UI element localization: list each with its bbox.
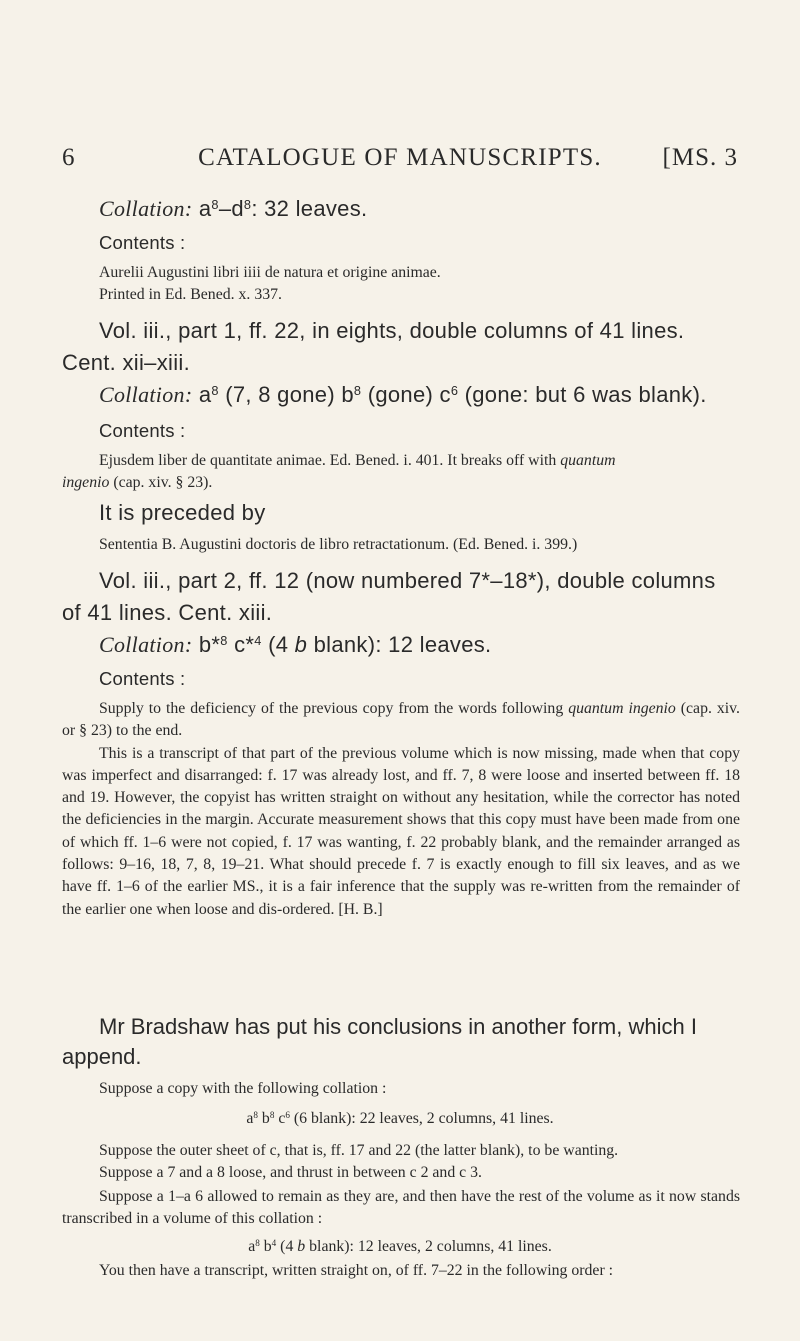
suppose-3: Suppose a 7 and a 8 loose, and thrust in between c 2 and c 3.: [99, 1164, 482, 1181]
preceded-text: Sententia B. Augustini doctoris de libro retractationum. (Ed. Bened. i. 399.): [99, 536, 578, 553]
bradshaw-heading: Mr Bradshaw has put his conclusions in another form, which I append.: [62, 1014, 697, 1069]
collation-line-3: Collation: b*$^8$ c*$^4$ (4 b blank): 12 leaves.: [99, 632, 492, 657]
preceded-label: It is preceded by: [99, 500, 266, 525]
contents-label-3: Contents :: [99, 668, 186, 689]
collation-line-1: Collation: $a^8-d^8$: 32 leaves.: [99, 196, 368, 221]
volume-line-3b: of 41 lines. Cent. xiii.: [62, 600, 273, 625]
running-title: CATALOGUE OF MANUSCRIPTS.: [198, 144, 602, 171]
contents-label-1: Contents :: [99, 232, 186, 253]
collation-formula-2: $a^8$ $b^4$ (4 b blank): 12 leaves, 2 columns, 41 lines.: [248, 1237, 552, 1255]
contents-text-1a: Aurelii Augustini libri iiii de natura et origine animae.: [99, 264, 441, 281]
suppose-2: Suppose the outer sheet of c, that is, ff. 17 and 22 (the latter blank), to be wanting.: [99, 1142, 619, 1159]
collation-text-3: b*$^8$ c*$^4$ (4 b blank): 12 leaves.: [198, 632, 492, 657]
volume-line-2b: Cent. xii–xiii.: [62, 350, 190, 375]
supply-paragraph: Supply to the deficiency of the previous copy from the words following quantum ingenio (cap. xiv. or § 23) to the end. This is a transcript of that part of the previous volume which is now missing, made when that copy was imperfect and disarranged: f. 17 was already lost, and ff. 7, 8 were loose and inserted between ff. 18 and 19. However, the copyist has written straight on without any hesitation, while the corrector has noted the deficiencies in the margin. Accurate measurement shows that this copy must have been made from one of which ff. 1–6 were not copied, f. 17 was wanting, f. 22 probably blank, and the remainder arranged as follows: 9–16, 18, 7, 8, 19–21. What should precede f. 7 is exactly enough to fill six leaves, and as we have ff. 1–6 of the earlier MS., it is a fair inference that the supply was re-written from the remainder of the earlier one when loose and dis-ordered. [H. B.]: [62, 698, 740, 921]
page-number: 6: [62, 144, 76, 171]
contents-text-1b: Printed in Ed. Bened. x. 337.: [99, 286, 282, 303]
note-paragraph: This is a transcript of that part of the previous volume which is now missing, made when that copy was imperfect and disarranged: f. 17 was already lost, and ff. 7, 8 were loose and inserted between ff. 18 and 19. However, the copyist has written straight on without any hesitation, while the corrector has noted the deficiencies in the margin. Accurate measurement shows that this copy must have been made from one of which ff. 1–6 were not copied, f. 17 was wanting, f. 22 probably blank, and the remainder arranged as follows: 9–16, 18, 7, 8, 19–21. What should precede f. 7 is exactly enough to fill six leaves, and as we have ff. 1–6 of the earlier MS., it is a fair inference that the supply was re-written from the remainder of the earlier one when loose and dis-ordered. [H. B.]: [62, 744, 740, 918]
suppose-4: Suppose a 1–a 6 allowed to remain as they are, and then have the rest of the volume as it now stands transcribed in a volume of this collation :: [62, 1188, 740, 1227]
collation-formula-1: $a^8$ $b^8$ $c^6$ (6 blank): 22 leaves, 2 columns, 41 lines.: [246, 1109, 554, 1127]
collation-text-2: $a^8$ (7, 8 gone) $b^8$ (gone) $c^6$ (gone: but 6 was blank).: [198, 382, 707, 407]
collation-text-1: $a^8-d^8$: 32 leaves.: [198, 196, 368, 221]
volume-line-2a: Vol. iii., part 1, ff. 22, in eights, double columns of 41 lines.: [99, 318, 685, 343]
contents-label-2: Contents :: [99, 420, 186, 441]
volume-line-3a: Vol. iii., part 2, ff. 12 (now numbered 7*–18*), double columns: [99, 568, 716, 593]
running-head: [62, 144, 738, 184]
contents-text-2a: Ejusdem liber de quantitate animae. Ed. Bened. i. 401. It breaks off with quantum: [99, 452, 616, 469]
contents-text-2b: ingenio (cap. xiv. § 23).: [62, 474, 213, 491]
collation-line-2: Collation: $a^8$ (7, 8 gone) $b^8$ (gone) $c^6$ (gone: but 6 was blank).: [99, 382, 707, 407]
manuscript-reference: [MS. 3: [662, 144, 738, 171]
suppose-1: Suppose a copy with the following collation :: [99, 1080, 387, 1097]
final-line: You then have a transcript, written straight on, of ff. 7–22 in the following order :: [99, 1262, 614, 1279]
